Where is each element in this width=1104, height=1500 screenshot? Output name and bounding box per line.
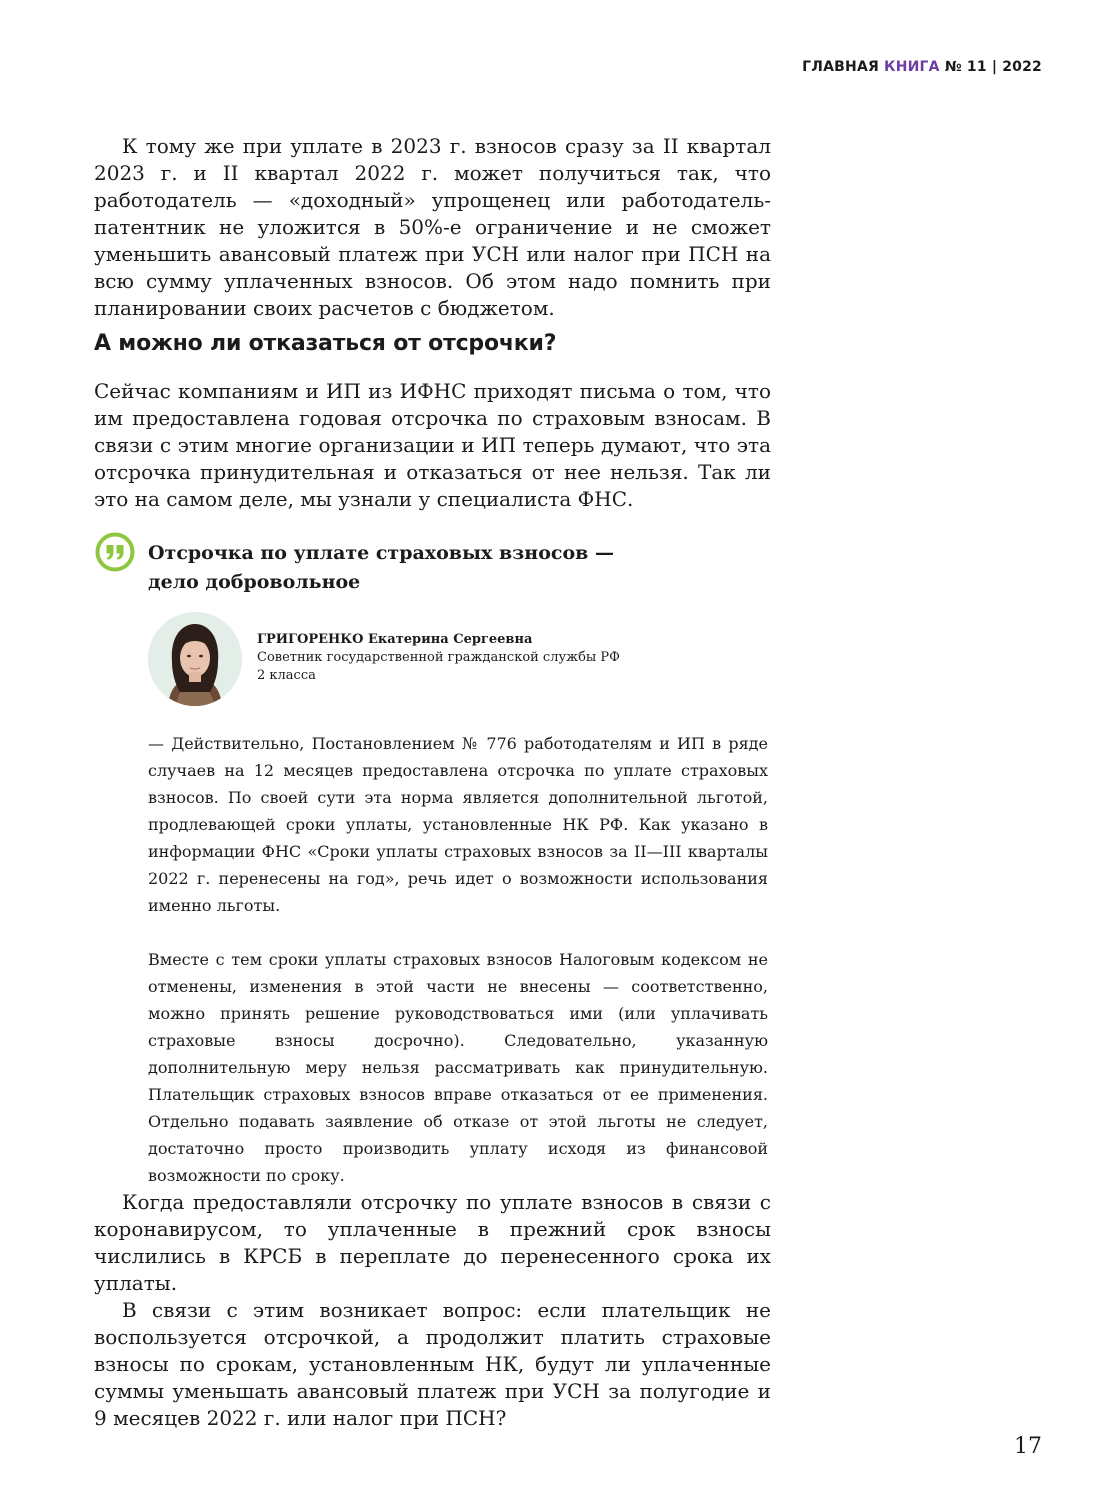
expert-reply-2 (148, 946, 768, 1189)
quote-title-line: Отсрочка по уплате страховых взносов — (148, 542, 614, 564)
issue-number: № 11 | 2022 (944, 59, 1042, 75)
running-header (802, 59, 1042, 75)
paragraph-text: Сейчас компаниям и ИП из ИФНС приходят письма о том, что им предоставлена годовая отсрочка по страховым взносам. В связи с этим многие организации и ИП теперь думают, что эта отсрочка принудительная и отказаться от нее нельзя. Так ли это на самом деле, мы узнали у специалиста ФНС. (94, 379, 771, 511)
expert-position: 2 класса (257, 668, 316, 683)
article-paragraph-1 (94, 133, 771, 322)
expert-avatar (148, 612, 242, 706)
article-paragraph-2 (94, 378, 771, 513)
reply-text: — Действительно, Постановлением № 776 работодателям и ИП в ряде случаев на 12 месяцев предоставлена отсрочка по уплате страховых взносов. По своей сути эта норма является дополнительной льготой, продлевающей сроки уплаты, установленные НК РФ. Как указано в информации ФНС «Сроки уплаты страховых взносов за II—III кварталы 2022 г. перенесены на год», речь идет о возможности использования именно льготы. (148, 734, 768, 915)
paragraph-text: Когда предоставляли отсрочку по уплате взносов в связи с коронавирусом, то уплаченные в прежний срок взносы числились в КРСБ в переплате до перенесенного срока их уплаты. (94, 1190, 771, 1295)
paragraph-text: К тому же при уплате в 2023 г. взносов сразу за II квартал 2023 г. и II квартал 2022 г. может получиться так, что работодатель — «доходный» упрощенец или работодатель-патентник не уложится в 50%-е ограничение и не сможет уменьшить авансовый платеж при УСН или налог при ПСН на всю сумму уплаченных взносов. Об этом надо помнить при планировании своих расчетов с бюджетом. (94, 134, 771, 320)
expert-info (257, 631, 657, 685)
page-number: 17 (1014, 1434, 1042, 1459)
expert-name: ГРИГОРЕНКО Екатерина Сергеевна (257, 632, 533, 647)
section-heading: А можно ли отказаться от отсрочки? (94, 331, 557, 356)
quote-title-line: дело добровольное (148, 571, 361, 593)
paragraph-text: В связи с этим возникает вопрос: если плательщик не воспользуется отсрочкой, а продолжит платить страховые взносы по срокам, установленным НК, будут ли уплаченные суммы уменьшать авансовый платеж при УСН за полугодие и 9 месяцев 2022 г. или налог при ПСН? (94, 1298, 771, 1430)
reply-text: Вместе с тем сроки уплаты страховых взносов Налоговым кодексом не отменены, изменения в этой части не внесены — соответственно, можно принять решение руководствоваться ими (или уплачивать страховые взносы досрочно). Следовательно, указанную дополнительную меру нельзя рассматривать как принудительную. Плательщик страховых взносов вправе отказаться от ее применения. Отдельно подавать заявление об отказе от этой льготы не следует, достаточно просто производить уплату исходя из финансовой возможности по сроку. (148, 950, 768, 1185)
magazine-title-part1: ГЛАВНАЯ (802, 59, 879, 75)
quote-icon (95, 532, 135, 572)
expert-portrait-icon (148, 612, 242, 706)
quote-title (148, 539, 648, 597)
expert-reply-1 (148, 730, 768, 919)
magazine-title-part2: КНИГА (884, 59, 940, 75)
article-paragraph-3 (94, 1189, 771, 1432)
expert-position: Советник государственной гражданской службы РФ (257, 650, 620, 665)
